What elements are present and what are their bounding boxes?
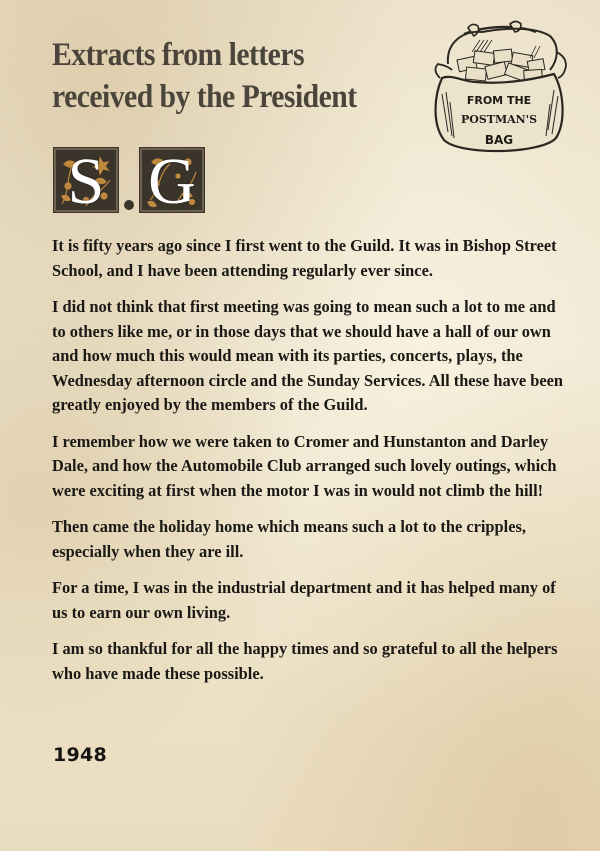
letter-paragraph-3: I remember how we were taken to Cromer and Hunstanton and Darley Dale, and how the Automobile Club arranged such lovely outings, which were exciting at first when the motor I was in would not climb the hill! <box>52 431 557 500</box>
initial-tile-g <box>140 148 204 212</box>
bag-label-line-1: FROM THE <box>466 94 532 107</box>
letter-paragraph-4: Then came the holiday home which means such a lot to the cripples, especially when they are ill. <box>52 517 526 561</box>
letter-paragraph-1: It is fifty years ago since I first went to the Guild. It was in Bishop Street School, and I have been attending regularly ever since. <box>52 236 557 280</box>
postbag-icon <box>424 12 574 160</box>
letter-paragraph-6: I am so thankful for all the happy times and so grateful to all the helpers who have made these possible. <box>52 639 558 683</box>
initial-letter: G <box>148 148 196 212</box>
title-line-2: received by the President <box>52 79 357 115</box>
letter-paragraph-2: I did not think that first meeting was going to mean such a lot to me and to others like me, or in those days that we should have a hall of our own and how much this would mean with its parties, concerts, plays, the Wednesday afternoon circle and the Sunday Services. All these have been greatly enjoyed by the members of the Guild. <box>52 297 563 414</box>
letter-paragraph-5: For a time, I was in the industrial department and it has helped many of us to earn our own living. <box>52 578 556 622</box>
title-line-1: Extracts from letters <box>52 37 304 73</box>
initial-tile-s <box>54 148 118 212</box>
sender-initials <box>54 142 204 212</box>
letter-body <box>52 234 567 698</box>
postbag-illustration <box>424 12 574 160</box>
initial-separator-dot <box>124 200 134 210</box>
letter-year: 1948 <box>53 744 108 766</box>
bag-label-line-2: POSTMAN'S <box>460 113 538 126</box>
page-title <box>52 34 357 118</box>
initial-letter: S <box>67 148 105 212</box>
bag-label-line-3: BAG <box>484 133 514 147</box>
